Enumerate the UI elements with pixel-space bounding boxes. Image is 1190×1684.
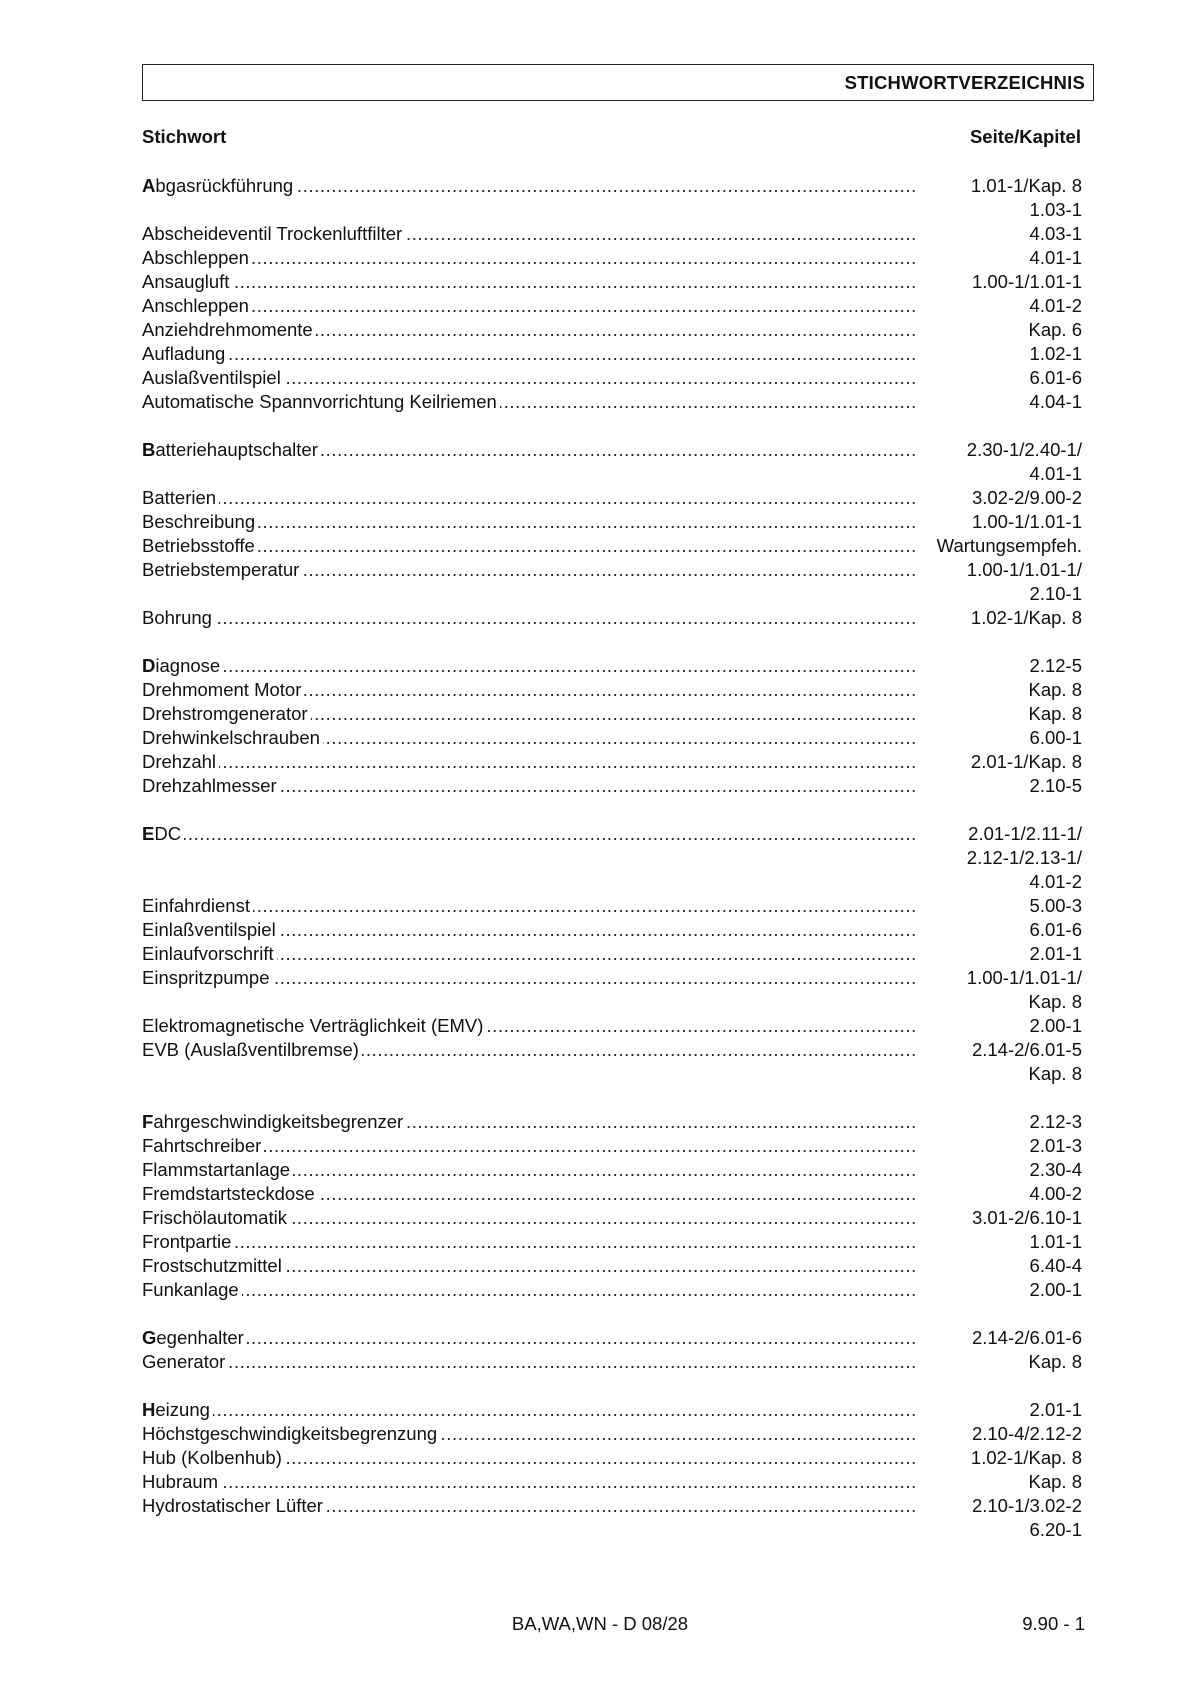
index-row: [142, 174, 1082, 198]
index-row: [142, 1470, 1082, 1494]
index-term: [142, 1278, 917, 1302]
index-reference: 2.30-4: [1029, 1159, 1082, 1180]
index-term: [142, 1254, 917, 1278]
header-box: [142, 64, 1094, 101]
index-term-label: Batterien: [142, 487, 219, 508]
index-reference: Kap. 8: [1028, 703, 1082, 724]
index-term-label: Bohrung: [142, 607, 215, 628]
index-term: [142, 510, 917, 534]
index-reference: 2.01-1: [1029, 943, 1082, 964]
index-row: [142, 774, 1082, 798]
index-row: [142, 1254, 1082, 1278]
index-reference: 2.01-1: [1029, 1399, 1082, 1420]
index-term-label: Anziehdrehmomente: [142, 319, 316, 340]
index-term-label: Automatische Spannvorrichtung Keilriemen: [142, 391, 500, 412]
index-reference: Kap. 8: [1028, 1471, 1082, 1492]
index-row: [142, 966, 1082, 990]
index-row: [142, 678, 1082, 702]
index-term: [142, 774, 917, 798]
index-row: [142, 846, 1082, 870]
index-reference: 6.20-1: [1029, 1519, 1082, 1540]
index-reference: 2.12-3: [1029, 1111, 1082, 1132]
column-header-seite-kapitel: Seite/Kapitel: [969, 126, 1081, 147]
index-term: [142, 1158, 917, 1182]
index-term-label: Abscheideventil Trockenluftfilter: [142, 223, 405, 244]
index-row: [142, 1014, 1082, 1038]
index-term: [142, 270, 917, 294]
index-term: [142, 174, 917, 198]
index-reference: 2.12-5: [1029, 655, 1082, 676]
index-term: [142, 1446, 917, 1470]
index-term-label: Funkanlage: [142, 1279, 242, 1300]
index-row: [142, 702, 1082, 726]
index-reference: 1.00-1/1.01-1: [971, 511, 1082, 532]
index-term: [142, 390, 917, 414]
index-term: [142, 1326, 917, 1350]
index-term: [142, 558, 917, 582]
index-group: [142, 174, 1082, 414]
index-term: [142, 318, 917, 342]
index-reference: Kap. 8: [1028, 679, 1082, 700]
index-reference: 6.40-4: [1029, 1255, 1082, 1276]
index-row: [142, 198, 1082, 222]
index-term-label: Elektromagnetische Verträglichkeit (EMV): [142, 1015, 486, 1036]
index-row: [142, 1134, 1082, 1158]
index-row: [142, 582, 1082, 606]
index-row: [142, 222, 1082, 246]
index-reference: 1.00-1/1.01-1/: [966, 967, 1082, 988]
index-reference: 1.03-1: [1029, 199, 1082, 220]
index-reference: 4.01-1: [1029, 463, 1082, 484]
index-reference: Kap. 8: [1028, 991, 1082, 1012]
index-row: [142, 1182, 1082, 1206]
index-row: [142, 1326, 1082, 1350]
index-term-label: Drehzahl: [142, 751, 219, 772]
index-reference: 5.00-3: [1029, 895, 1082, 916]
index-reference: 2.30-1/2.40-1/: [966, 439, 1082, 460]
index-term-label: Hubraum: [142, 1471, 221, 1492]
index-row: [142, 318, 1082, 342]
index-group: [142, 654, 1082, 798]
index-reference: Kap. 8: [1028, 1351, 1082, 1372]
index-reference: 2.10-1: [1029, 583, 1082, 604]
index-reference: 2.14-2/6.01-5: [971, 1039, 1082, 1060]
index-row: [142, 750, 1082, 774]
index-reference: 6.01-6: [1029, 919, 1082, 940]
index-row: [142, 1158, 1082, 1182]
index-row: [142, 1062, 1082, 1086]
index-reference: 4.01-2: [1029, 871, 1082, 892]
index-term: [142, 534, 917, 558]
index-term-label: Generator: [142, 1351, 228, 1372]
index-row: [142, 1446, 1082, 1470]
index-row: [142, 1206, 1082, 1230]
index-term: [142, 726, 917, 750]
index-term: [142, 606, 917, 630]
index-reference: 2.00-1: [1029, 1015, 1082, 1036]
index-term-label: Beschreibung: [142, 511, 258, 532]
index-row: [142, 366, 1082, 390]
index-term-label: Fahrtschreiber: [142, 1135, 264, 1156]
index-term: [142, 1134, 917, 1158]
index-term-label: Hub (Kolbenhub): [142, 1447, 285, 1468]
index-term: [142, 750, 917, 774]
index-group: [142, 438, 1082, 630]
index-row: [142, 870, 1082, 894]
index-term-label: EVB (Auslaßventilbremse): [142, 1039, 362, 1060]
index-term: [142, 1494, 917, 1518]
index-reference: 1.02-1/Kap. 8: [970, 1447, 1082, 1468]
index-reference: 1.02-1: [1029, 343, 1082, 364]
index-reference: 4.01-2: [1029, 295, 1082, 316]
index-row: [142, 918, 1082, 942]
index-row: [142, 510, 1082, 534]
index-term: [142, 654, 917, 678]
index-term: [142, 1350, 917, 1374]
index-term-label: Flammstartanlage: [142, 1159, 293, 1180]
index-term-label: Einlaßventilspiel: [142, 919, 279, 940]
index-term: [142, 1230, 917, 1254]
index-term: [142, 438, 917, 462]
index-term: [142, 702, 917, 726]
index-term: [142, 1038, 917, 1062]
index-reference: 6.01-6: [1029, 367, 1082, 388]
index-term: [142, 342, 917, 366]
keyword-index: [142, 174, 1082, 1566]
index-reference: 2.12-1/2.13-1/: [966, 847, 1082, 868]
index-reference: 4.01-1: [1029, 247, 1082, 268]
index-term-label: Aufladung: [142, 343, 228, 364]
index-reference: 3.02-2/9.00-2: [971, 487, 1082, 508]
index-term: [142, 1422, 917, 1446]
index-row: [142, 1494, 1082, 1518]
index-reference: 2.10-4/2.12-2: [971, 1423, 1082, 1444]
index-term: [142, 1182, 917, 1206]
index-reference: 2.01-3: [1029, 1135, 1082, 1156]
index-term-label: EDC: [142, 823, 184, 844]
index-term-label: Heizung: [142, 1399, 213, 1420]
index-reference: 1.01-1/Kap. 8: [970, 175, 1082, 196]
index-row: [142, 246, 1082, 270]
index-row: [142, 1230, 1082, 1254]
index-term: [142, 678, 917, 702]
index-reference: 1.00-1/1.01-1: [971, 271, 1082, 292]
index-row: [142, 390, 1082, 414]
index-term-label: Drehstromgenerator: [142, 703, 311, 724]
index-reference: 4.00-2: [1029, 1183, 1082, 1204]
index-term-label: Drehwinkelschrauben: [142, 727, 323, 748]
index-term-label: Gegenhalter: [142, 1327, 247, 1348]
index-group: [142, 822, 1082, 1086]
index-term: [142, 918, 917, 942]
index-term-label: Diagnose: [142, 655, 223, 676]
index-term-label: Abgasrückführung: [142, 175, 296, 196]
index-reference: 2.01-1/2.11-1/: [968, 823, 1082, 844]
index-reference: 3.01-2/6.10-1: [971, 1207, 1082, 1228]
index-term-label: Einspritzpumpe: [142, 967, 273, 988]
page-title: STICHWORTVERZEICHNIS: [844, 72, 1085, 93]
index-reference: Kap. 8: [1028, 1063, 1082, 1084]
index-term-label: Fremdstartsteckdose: [142, 1183, 318, 1204]
index-group: [142, 1110, 1082, 1302]
index-row: [142, 1110, 1082, 1134]
index-reference: Kap. 6: [1028, 319, 1082, 340]
index-row: [142, 726, 1082, 750]
index-group: [142, 1326, 1082, 1374]
index-term-label: Frontpartie: [142, 1231, 234, 1252]
index-row: [142, 1398, 1082, 1422]
index-term-label: Höchstgeschwindigkeitsbegrenzung: [142, 1423, 440, 1444]
index-row: [142, 606, 1082, 630]
index-reference: 2.14-2/6.01-6: [971, 1327, 1082, 1348]
index-row: [142, 342, 1082, 366]
index-term-label: Drehmoment Motor: [142, 679, 304, 700]
index-term-label: Einfahrdienst: [142, 895, 253, 916]
index-reference: 4.04-1: [1029, 391, 1082, 412]
index-row: [142, 990, 1082, 1014]
index-term-label: Frostschutzmittel: [142, 1255, 285, 1276]
index-row: [142, 294, 1082, 318]
index-term-label: Fahrgeschwindigkeitsbegrenzer: [142, 1111, 406, 1132]
index-term-label: Ansaugluft: [142, 271, 232, 292]
index-term-label: Frischölautomatik: [142, 1207, 290, 1228]
index-term-label: Abschleppen: [142, 247, 252, 268]
index-term: [142, 486, 917, 510]
index-term-label: Batteriehauptschalter: [142, 439, 321, 460]
index-reference: 1.02-1/Kap. 8: [970, 607, 1082, 628]
index-reference: 2.10-5: [1029, 775, 1082, 796]
index-row: [142, 534, 1082, 558]
index-reference: 1.00-1/1.01-1/: [966, 559, 1082, 580]
index-term-label: Anschleppen: [142, 295, 252, 316]
index-term: [142, 1014, 917, 1038]
index-reference: 2.10-1/3.02-2: [971, 1495, 1082, 1516]
index-reference: 1.01-1: [1029, 1231, 1082, 1252]
index-row: [142, 1278, 1082, 1302]
index-row: [142, 438, 1082, 462]
index-term: [142, 222, 917, 246]
index-reference: 4.03-1: [1029, 223, 1082, 244]
index-row: [142, 1422, 1082, 1446]
index-term: [142, 1470, 917, 1494]
index-term: [142, 1110, 917, 1134]
index-term: [142, 966, 917, 990]
index-term: [142, 366, 917, 390]
index-term-label: Betriebsstoffe: [142, 535, 258, 556]
index-row: [142, 894, 1082, 918]
index-term-label: Einlaufvorschrift: [142, 943, 277, 964]
index-row: [142, 942, 1082, 966]
index-row: [142, 1038, 1082, 1062]
index-group: [142, 1398, 1082, 1542]
index-row: [142, 486, 1082, 510]
index-term-label: Auslaßventilspiel: [142, 367, 284, 388]
index-term: [142, 1206, 917, 1230]
index-row: [142, 462, 1082, 486]
index-term: [142, 246, 917, 270]
index-term-label: Hydrostatischer Lüfter: [142, 1495, 326, 1516]
index-row: [142, 654, 1082, 678]
index-term: [142, 1398, 917, 1422]
index-term: [142, 894, 917, 918]
index-reference: 2.00-1: [1029, 1279, 1082, 1300]
footer-page-number: 9.90 - 1: [1022, 1613, 1085, 1634]
index-row: [142, 1350, 1082, 1374]
index-term: [142, 294, 917, 318]
index-row: [142, 558, 1082, 582]
index-term: [142, 942, 917, 966]
index-term: [142, 822, 917, 846]
index-term-label: Betriebstemperatur: [142, 559, 302, 580]
index-reference: Wartungsempfeh.: [936, 535, 1082, 556]
column-header-stichwort: Stichwort: [142, 126, 227, 147]
index-row: [142, 270, 1082, 294]
index-term-label: Drehzahlmesser: [142, 775, 280, 796]
index-row: [142, 822, 1082, 846]
index-reference: 6.00-1: [1029, 727, 1082, 748]
index-reference: 2.01-1/Kap. 8: [970, 751, 1082, 772]
index-row: [142, 1518, 1082, 1542]
footer-document-code: BA,WA,WN - D 08/28: [511, 1613, 689, 1634]
